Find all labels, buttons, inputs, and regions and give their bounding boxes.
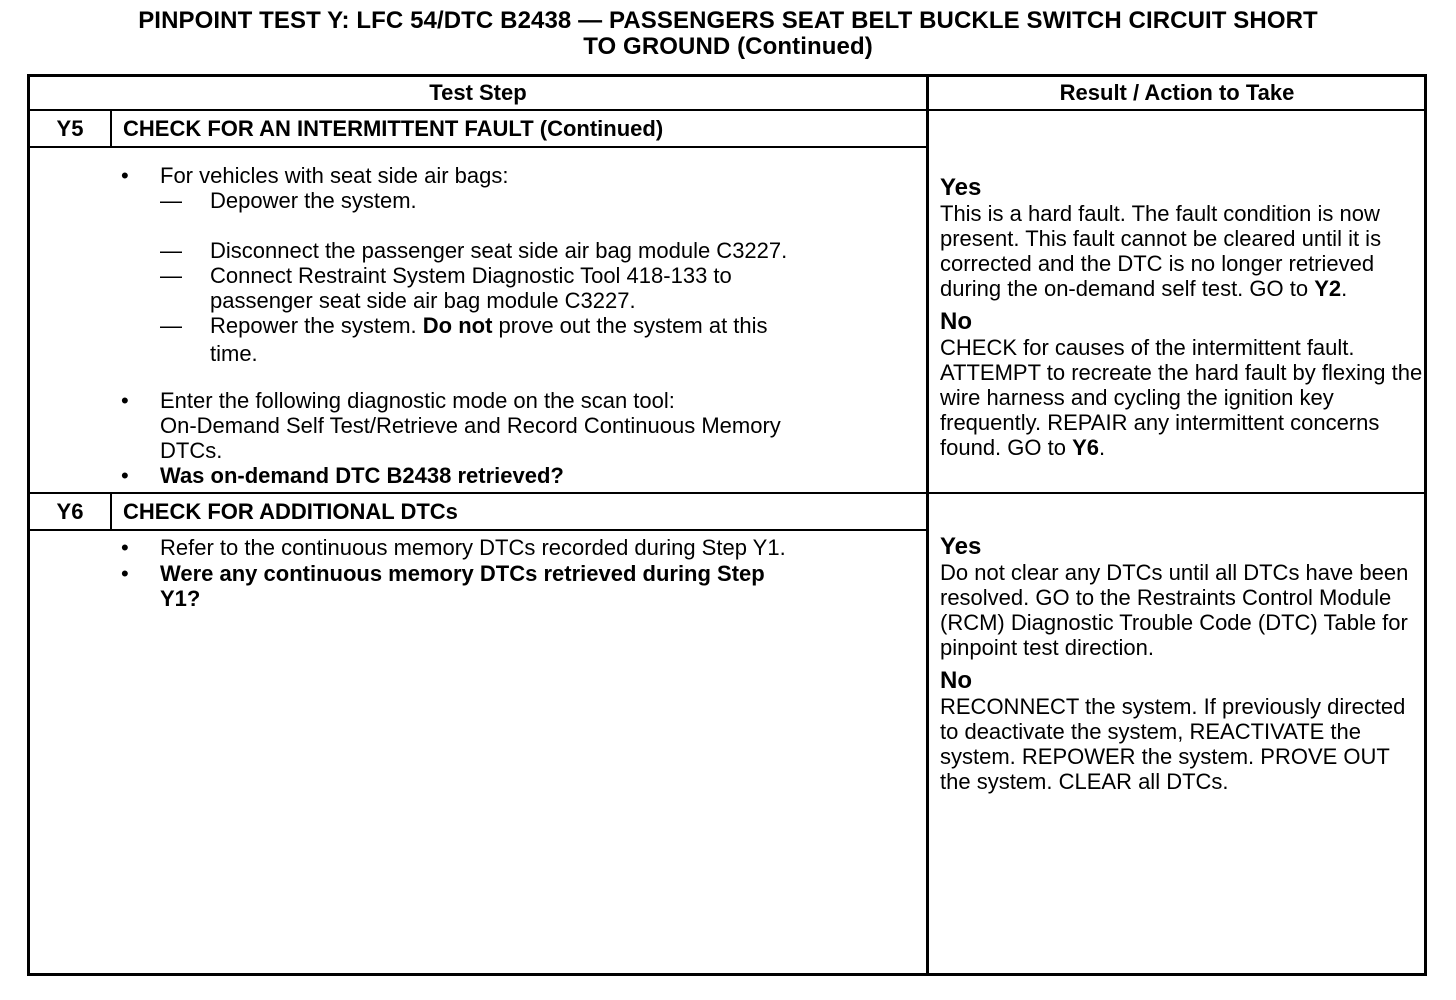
y5-yes-text [940, 201, 1426, 301]
page-title [20, 8, 1436, 60]
bullet-glyph: • [121, 163, 129, 188]
column-divider [926, 74, 929, 976]
y6-bullet-1: Refer to the continuous memory DTCs recorded during Step Y1. [160, 535, 786, 560]
y5-dash-3-line-1: Connect Restraint System Diagnostic Tool 418-133 to [210, 263, 732, 288]
step-id-y5: Y5 [56, 116, 84, 141]
y5-bullet-3-question: Was on-demand DTC B2438 retrieved? [160, 463, 564, 488]
y5-bullet-2-line-2: On-Demand Self Test/Retrieve and Record Continuous Memory [160, 413, 781, 438]
result-y5 [940, 175, 1426, 460]
step-id-divider-y6 [110, 494, 112, 530]
bullet-glyph: • [121, 535, 129, 560]
y5-no-body: CHECK for causes of the intermittent fault. ATTEMPT to recreate the hard fault by flexing the wire harness and cycling the ignition key frequently. REPAIR any intermittent concerns found. GO to [940, 335, 1423, 460]
y6-no-text: RECONNECT the system. If previously directed to deactivate the system, REACTIVATE the system. REPOWER the system. PROVE OUT the system. CLEAR all DTCs. [940, 694, 1406, 794]
y5-no-text [940, 335, 1426, 460]
y5-dash-4-text-a: Repower the system. [210, 313, 423, 338]
y5-yes-body: This is a hard fault. The fault condition is now present. This fault cannot be cleared until it is corrected and the DTC is no longer retrieved during the on-demand self test. GO to [940, 201, 1382, 301]
y5-dash-2: Disconnect the passenger seat side air bag module C3227. [210, 238, 788, 263]
y5-bullet-1: For vehicles with seat side air bags: [160, 163, 509, 188]
bullet-glyph: • [121, 388, 129, 413]
y5-no-end: . [1099, 435, 1106, 460]
title-line-2: TO GROUND (Continued) [583, 33, 873, 60]
step-title-divider-y5 [27, 146, 926, 148]
y5-dash-1: Depower the system. [210, 188, 417, 213]
step-title-y5: CHECK FOR AN INTERMITTENT FAULT (Continued) [123, 116, 664, 141]
y5-no-label: No [940, 308, 972, 335]
y5-yes-label: Yes [940, 174, 982, 201]
y5-bullet-2-line-1: Enter the following diagnostic mode on the scan tool: [160, 388, 675, 413]
y5-dash-4-do-not: Do not [422, 313, 493, 338]
y6-bullet-2-line-1: Were any continuous memory DTCs retrieved during Step [160, 561, 765, 586]
row-divider [27, 492, 1427, 494]
dash-glyph: — [160, 263, 182, 288]
y5-bullet-2-line-3: DTCs. [160, 438, 223, 463]
result-y6 [940, 534, 1426, 794]
dash-glyph: — [160, 238, 182, 263]
bullet-glyph: • [121, 463, 129, 488]
step-title-divider-y6 [27, 529, 926, 531]
y6-yes-text: Do not clear any DTCs until all DTCs have been resolved. GO to the Restraints Control Module (RCM) Diagnostic Trouble Code (DTC) Table for pinpoint test direction. [940, 560, 1409, 660]
y5-dash-4-line-1 [210, 313, 768, 338]
y5-yes-end: . [1341, 276, 1348, 301]
y6-yes-label: Yes [940, 533, 982, 560]
y5-dash-3-line-2: passenger seat side air bag module C3227. [210, 288, 636, 313]
y5-dash-4-text-c: prove out the system at this [492, 313, 768, 338]
y5-yes-goto: Y2 [1314, 276, 1342, 301]
y6-no-label: No [940, 667, 972, 694]
y5-no-goto: Y6 [1072, 435, 1099, 460]
step-title-y6: CHECK FOR ADDITIONAL DTCs [123, 499, 458, 524]
header-divider [27, 109, 1427, 111]
step-id-y6: Y6 [56, 499, 84, 524]
y6-bullet-2-line-2: Y1? [160, 586, 201, 611]
header-test-step: Test Step [429, 80, 527, 105]
step-id-divider-y5 [110, 111, 112, 147]
header-result-action: Result / Action to Take [1059, 80, 1295, 105]
dash-glyph: — [160, 188, 182, 213]
title-line-1: PINPOINT TEST Y: LFC 54/DTC B2438 — PASSENGERS SEAT BELT BUCKLE SWITCH CIRCUIT SHORT [138, 7, 1318, 34]
y5-dash-4-line-2: time. [210, 341, 258, 366]
dash-glyph: — [160, 313, 182, 338]
bullet-glyph: • [121, 561, 129, 586]
